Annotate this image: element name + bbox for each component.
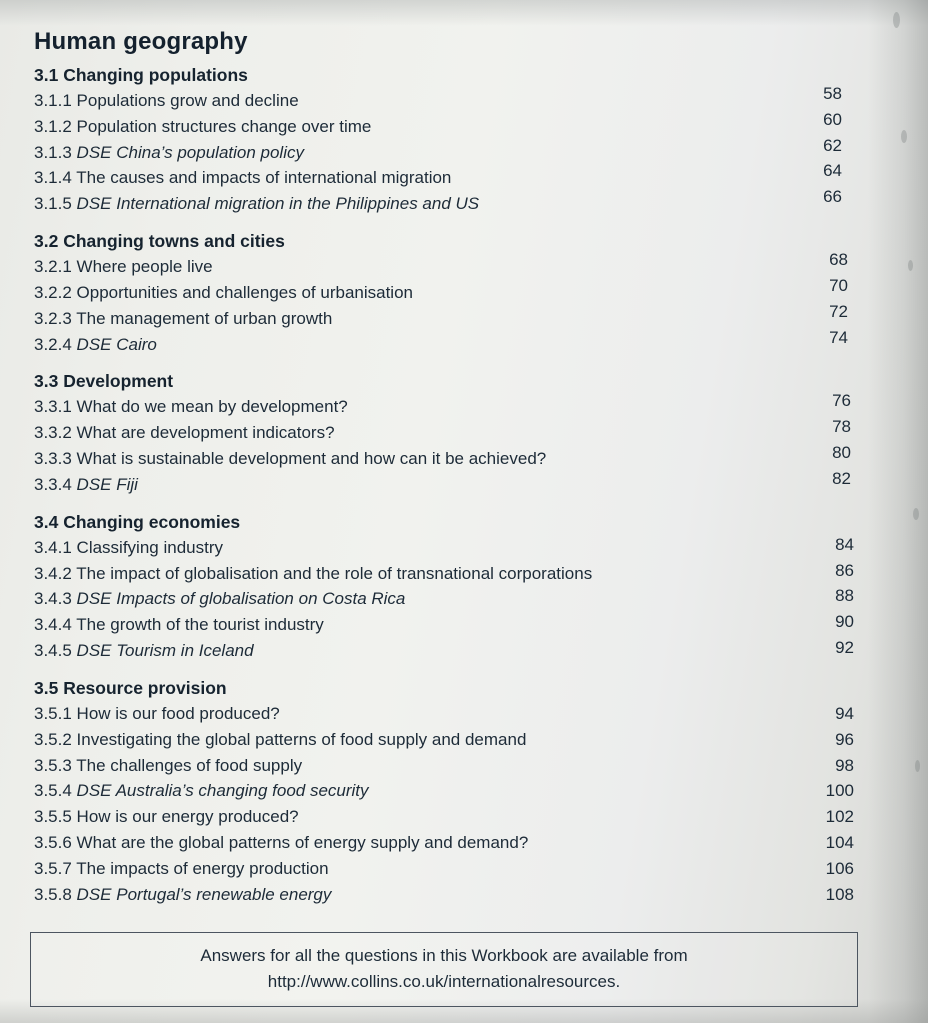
toc-entry[interactable] bbox=[34, 275, 854, 306]
entry-number: 3.2.2 bbox=[34, 282, 72, 302]
entry-title: Australia’s changing food security bbox=[115, 781, 369, 801]
entry-title: What do we mean by development? bbox=[76, 397, 348, 417]
entry-page-number: 66 bbox=[823, 187, 842, 207]
entry-dse-tag: DSE bbox=[76, 474, 117, 494]
toc-entry[interactable] bbox=[34, 250, 854, 280]
entry-page-number: 60 bbox=[823, 109, 842, 129]
toc-entry[interactable] bbox=[34, 612, 854, 638]
entry-page-number: 64 bbox=[823, 161, 842, 181]
entry-number: 3.1.5 bbox=[34, 194, 72, 214]
toc-section-3-1 bbox=[34, 65, 854, 217]
entry-number: 3.5.2 bbox=[34, 729, 72, 749]
answers-notice-line-1: Answers for all the questions in this Workbook are available from bbox=[200, 946, 688, 965]
entry-number: 3.1.4 bbox=[34, 168, 72, 188]
entry-number: 3.5.7 bbox=[34, 858, 72, 878]
entry-page-number: 74 bbox=[829, 327, 848, 347]
toc-entry[interactable] bbox=[34, 161, 854, 191]
entry-page-number: 68 bbox=[829, 250, 848, 270]
entry-title: Populations grow and decline bbox=[76, 91, 299, 110]
entry-page-number: 106 bbox=[825, 858, 854, 878]
section-heading: 3.4 Changing economies bbox=[34, 511, 241, 532]
entry-number: 3.5.1 bbox=[34, 703, 72, 723]
toc-entry[interactable] bbox=[34, 753, 854, 779]
entry-page-number: 72 bbox=[829, 301, 848, 321]
entry-page-number: 82 bbox=[832, 468, 851, 488]
entry-number: 3.3.1 bbox=[34, 397, 72, 417]
toc-entry[interactable] bbox=[34, 84, 854, 114]
entry-title: The challenges of food supply bbox=[76, 755, 303, 775]
toc-entry[interactable] bbox=[34, 561, 854, 587]
entry-page-number: 78 bbox=[832, 417, 851, 437]
entry-page-number: 86 bbox=[835, 560, 854, 580]
entry-page-number: 92 bbox=[835, 638, 854, 658]
entry-title: Population structures change over time bbox=[76, 116, 372, 136]
entry-title: What are development indicators? bbox=[76, 423, 335, 443]
entry-title: Cairo bbox=[116, 334, 157, 354]
entry-dse-tag: DSE bbox=[76, 641, 117, 661]
binding-mark bbox=[908, 260, 913, 271]
toc-entry[interactable] bbox=[34, 391, 854, 420]
entry-page-number: 94 bbox=[835, 703, 854, 723]
page-title: Human geography bbox=[34, 28, 248, 55]
toc-entry[interactable] bbox=[34, 443, 854, 472]
answers-notice-url: http://www.collins.co.uk/internationalresources. bbox=[267, 971, 621, 991]
toc-entry[interactable] bbox=[34, 301, 854, 332]
entry-page-number: 104 bbox=[825, 833, 854, 853]
toc-entry[interactable] bbox=[34, 187, 854, 217]
toc-section-3-2 bbox=[34, 231, 854, 357]
toc-entry[interactable] bbox=[34, 586, 854, 612]
entry-number: 3.4.2 bbox=[34, 563, 72, 583]
entry-number: 3.2.1 bbox=[34, 257, 72, 277]
entry-page-number: 76 bbox=[832, 391, 851, 411]
entry-page-number: 100 bbox=[825, 781, 854, 801]
toc-entry[interactable] bbox=[34, 830, 854, 856]
toc-entry[interactable] bbox=[34, 417, 854, 446]
entry-title: Opportunities and challenges of urbanisation bbox=[76, 282, 413, 302]
entry-page-number: 90 bbox=[835, 612, 854, 632]
entry-number: 3.1.3 bbox=[34, 142, 72, 162]
entry-page-number: 70 bbox=[829, 275, 848, 295]
toc-entry[interactable] bbox=[34, 727, 854, 753]
section-heading: 3.3 Development bbox=[34, 371, 174, 392]
section-heading: 3.2 Changing towns and cities bbox=[34, 231, 285, 252]
entry-number: 3.1.2 bbox=[34, 116, 72, 136]
toc-entry[interactable] bbox=[34, 535, 854, 561]
binding-mark bbox=[915, 760, 920, 772]
entry-dse-tag: DSE bbox=[76, 142, 117, 162]
answers-notice-box bbox=[30, 932, 858, 1007]
table-of-contents bbox=[34, 28, 854, 922]
entry-title: Portugal’s renewable energy bbox=[116, 884, 332, 904]
entry-dse-tag: DSE bbox=[76, 334, 117, 354]
entry-page-number: 98 bbox=[835, 755, 854, 775]
toc-entry[interactable] bbox=[34, 778, 854, 804]
toc-entry[interactable] bbox=[34, 804, 854, 830]
entry-number: 3.3.2 bbox=[34, 423, 72, 443]
entry-number: 3.4.1 bbox=[34, 537, 72, 557]
entry-page-number: 62 bbox=[823, 135, 842, 155]
entry-title: Fiji bbox=[116, 474, 138, 494]
entry-number: 3.4.3 bbox=[34, 589, 72, 609]
entry-title: International migration in the Philippines and US bbox=[116, 194, 480, 214]
entry-dse-tag: DSE bbox=[76, 884, 117, 904]
entry-page-number: 58 bbox=[823, 84, 842, 103]
entry-page-number: 84 bbox=[835, 534, 854, 554]
entry-number: 3.3.4 bbox=[34, 474, 72, 494]
entry-title: China’s population policy bbox=[116, 142, 304, 162]
section-heading: 3.1 Changing populations bbox=[34, 65, 248, 85]
section-heading: 3.5 Resource provision bbox=[34, 677, 227, 698]
toc-entry[interactable] bbox=[34, 327, 854, 358]
entry-title: The impact of globalisation and the role of transnational corporations bbox=[76, 563, 593, 583]
toc-entry[interactable] bbox=[34, 109, 854, 140]
entry-dse-tag: DSE bbox=[76, 781, 116, 801]
toc-section-3-3 bbox=[34, 371, 854, 497]
entry-title: How is our energy produced? bbox=[76, 807, 299, 827]
toc-entry[interactable] bbox=[34, 468, 854, 498]
entry-number: 3.5.5 bbox=[34, 807, 72, 827]
entry-page-number: 96 bbox=[835, 729, 854, 749]
entry-title: Tourism in Iceland bbox=[116, 641, 254, 661]
binding-mark bbox=[913, 508, 919, 520]
entry-number: 3.5.4 bbox=[34, 781, 72, 801]
entry-number: 3.3.3 bbox=[34, 449, 72, 469]
entry-title: How is our food produced? bbox=[76, 703, 280, 723]
entry-title: The growth of the tourist industry bbox=[76, 615, 324, 635]
toc-section-3-5 bbox=[34, 678, 854, 908]
binding-mark bbox=[901, 130, 907, 143]
entry-number: 3.5.3 bbox=[34, 755, 72, 775]
page-shadow-top bbox=[0, 0, 928, 26]
entry-title: Impacts of globalisation on Costa Rica bbox=[116, 589, 406, 609]
entry-title: What are the global patterns of energy supply and demand? bbox=[76, 833, 529, 853]
entry-dse-tag: DSE bbox=[76, 589, 117, 609]
page-shadow-right bbox=[868, 0, 928, 1023]
entry-title: The causes and impacts of international migration bbox=[76, 168, 452, 188]
entry-number: 3.5.8 bbox=[34, 884, 72, 904]
entry-dse-tag: DSE bbox=[76, 194, 117, 214]
entry-number: 3.4.4 bbox=[34, 615, 72, 635]
entry-page-number: 108 bbox=[825, 884, 854, 904]
entry-title: What is sustainable development and how can it be achieved? bbox=[76, 449, 547, 469]
binding-mark bbox=[893, 12, 900, 28]
entry-number: 3.2.3 bbox=[34, 308, 72, 328]
entry-page-number: 80 bbox=[832, 443, 851, 463]
toc-entry[interactable] bbox=[34, 701, 854, 727]
toc-entry[interactable] bbox=[34, 856, 854, 882]
toc-entry[interactable] bbox=[34, 135, 854, 166]
toc-entry[interactable] bbox=[34, 638, 854, 664]
entry-page-number: 102 bbox=[825, 807, 854, 827]
entry-title: The impacts of energy production bbox=[76, 858, 329, 878]
toc-entry[interactable] bbox=[34, 882, 854, 908]
entry-number: 3.1.1 bbox=[34, 91, 72, 110]
entry-title: Classifying industry bbox=[76, 537, 223, 557]
toc-section-3-4 bbox=[34, 512, 854, 664]
entry-title: Investigating the global patterns of food supply and demand bbox=[76, 729, 527, 749]
entry-title: The management of urban growth bbox=[76, 308, 333, 328]
entry-number: 3.2.4 bbox=[34, 334, 72, 354]
entry-page-number: 88 bbox=[835, 586, 854, 606]
entry-number: 3.5.6 bbox=[34, 833, 72, 853]
entry-title: Where people live bbox=[76, 257, 213, 277]
entry-number: 3.4.5 bbox=[34, 641, 72, 661]
